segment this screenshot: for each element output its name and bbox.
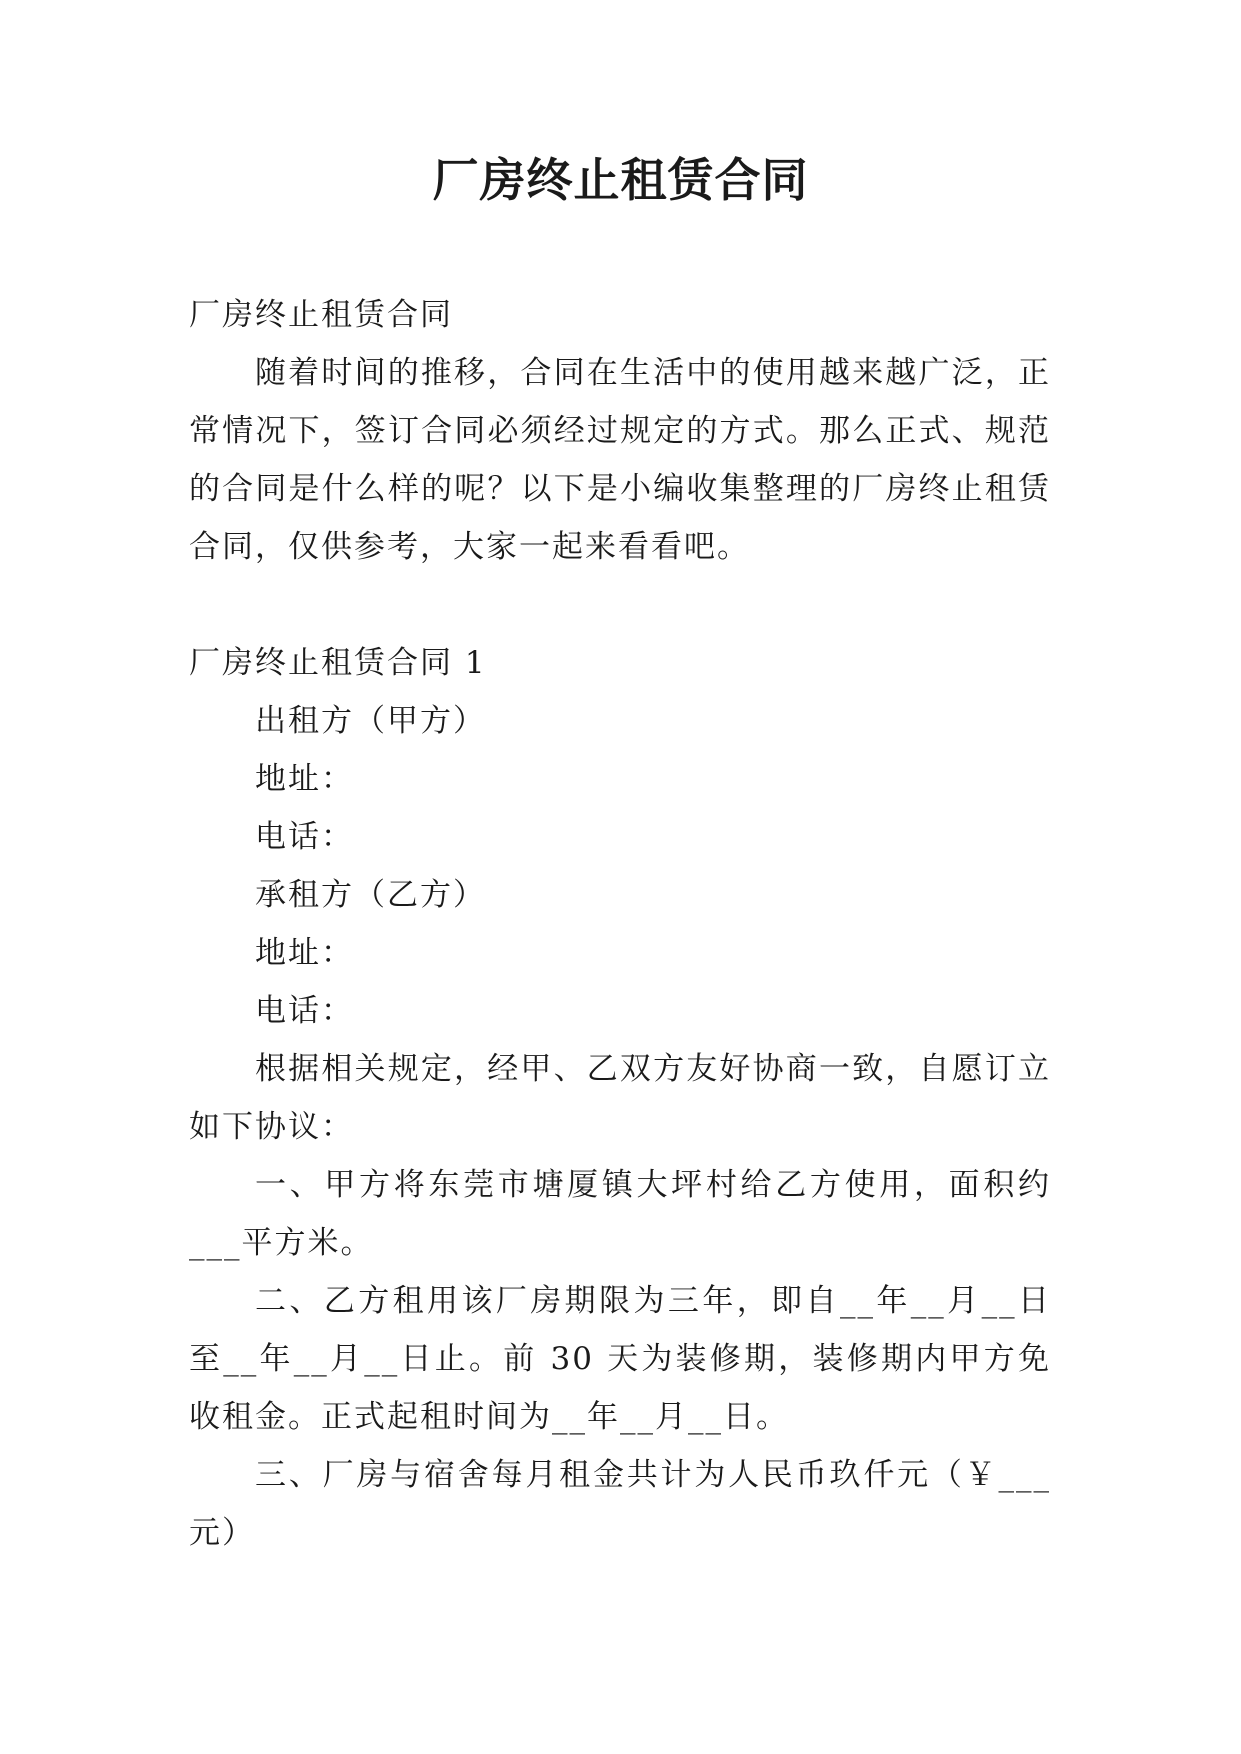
- lessee-address-line: 地址：: [255, 935, 354, 971]
- paragraph-spacer: [189, 576, 1051, 634]
- intro-paragraph: 随着时间的推移，合同在生活中的使用越来越广泛，正常情况下，签订合同必须经过规定的方式。那么正式、规范的合同是什么样的呢？以下是小编收集整理的厂房终止租赁合同，仅供参考，大家一起来看看吧。: [189, 355, 1051, 565]
- clause-1-paragraph: 一、甲方将东莞市塘厦镇大坪村给乙方使用，面积约___平方米。: [189, 1167, 1051, 1261]
- lessor-phone-line: 电话：: [255, 819, 354, 855]
- document-body: [189, 286, 1051, 1562]
- clause-2-paragraph: 二、乙方租用该厂房期限为三年，即自__年__月__日至__年__月__日止。前 30 天为装修期，装修期内甲方免收租金。正式起租时间为__年__月__日。: [189, 1283, 1051, 1435]
- lessor-line: 出租方（甲方）: [255, 703, 486, 739]
- document-subtitle: 厂房终止租赁合同: [189, 297, 453, 333]
- section-heading: 厂房终止租赁合同 1: [189, 645, 487, 681]
- lessee-line: 承租方（乙方）: [255, 877, 486, 913]
- document-title: 厂房终止租赁合同: [432, 153, 809, 207]
- lessee-phone-line: 电话：: [255, 993, 354, 1029]
- lessor-address-line: 地址：: [255, 761, 354, 797]
- preamble-paragraph: 根据相关规定，经甲、乙双方友好协商一致，自愿订立如下协议：: [189, 1051, 1051, 1145]
- clause-3-paragraph: 三、厂房与宿舍每月租金共计为人民币玖仟元（￥___元）: [189, 1457, 1051, 1551]
